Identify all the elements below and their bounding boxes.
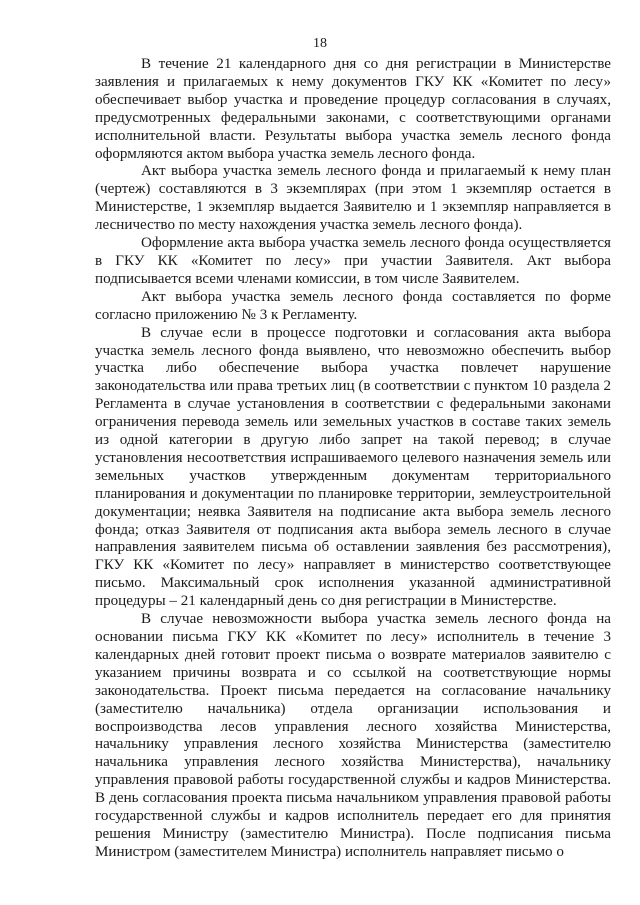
paragraph-selection-timeline: В течение 21 календарного дня со дня регистрации в Министерстве заявления и прилагаемых к нему документов ГКУ КК «Комитет по лесу» обеспечивает выбор участка и проведение процедур согласования в случаях, предусмотренных федеральными законами, с соответствующими органами исполнительной власти. Результаты выбора участка земель лесного фонда оформляются актом выбора участка земель лесного фонда. xyxy=(95,56,611,162)
paragraph-act-execution: Оформление акта выбора участка земель лесного фонда осуществляется в ГКУ КК «Комитет по лесу» при участии Заявителя. Акт выбора подписывается всеми членами комиссии, в том числе Заявителем. xyxy=(95,235,611,287)
paragraph-impossibility-cases: В случае если в процессе подготовки и согласования акта выбора участка земель лесного фонда выявлено, что невозможно обеспечить выбор участка либо обеспечение выбора участка повлечет нарушение законодательства или права третьих лиц (в соответствии с пунктом 10 раздела 2 Регламента в случае установления в соответствии с федеральными законами ограничения перевода земель или земельных участков в составе таких земель из одной категории в другую либо запрет на такой перевод; в случае установления несоответствия испрашиваемого целевого назначения земель или земельных участков утвержденным документам территориального планирования и документации по планировке территории, землеустроительной документации; неявка Заявителя на подписание акта выбора земель лесного фонда; отказ Заявителя от подписания акта выбора земель лесного в случае направления заявителем письма об оставлении заявления без рассмотрения), ГКУ КК «Комитет по лесу» направляет в министерство соответствующее письмо. Максимальный срок исполнения указанной административной процедуры – 21 календарный день со дня регистрации в Министерстве. xyxy=(95,324,611,610)
paragraph-act-copies: Акт выбора участка земель лесного фонда и прилагаемый к нему план (чертеж) составляются в 3 экземплярах (при этом 1 экземпляр остается в Министерстве, 1 экземпляр выдается Заявителю и 1 экземпляр направляется в лесничество по месту нахождения участка земель лесного фонда). xyxy=(95,163,611,234)
paragraph-act-form: Акт выбора участка земель лесного фонда составляется по форме согласно приложению № 3 к Регламенту. xyxy=(95,288,611,323)
paragraph-return-letter: В случае невозможности выбора участка земель лесного фонда на основании письма ГКУ КК «Комитет по лесу» исполнитель в течение 3 календарных дней готовит проект письма о возврате материалов заявителю с указанием причины возврата и со ссылкой на соответствующие нормы законодательства. Проект письма передается на согласование начальнику (заместителю начальника) отдела организации использования и воспроизводства лесов управления лесного хозяйства Министерства, начальнику управления лесного хозяйства Министерства (заместителю начальника управления лесного хозяйства Министерства), начальнику управления правовой работы государственной службы и кадров Министерства. В день согласования проекта письма начальником управления правовой работы государственной службы и кадров исполнитель передает его для принятия решения Министру (заместителю Министра). После подписания письма Министром (заместителем Министра) исполнитель направляет письмо о xyxy=(95,611,611,860)
page-number: 18 xyxy=(313,36,327,51)
document-body xyxy=(95,56,611,862)
